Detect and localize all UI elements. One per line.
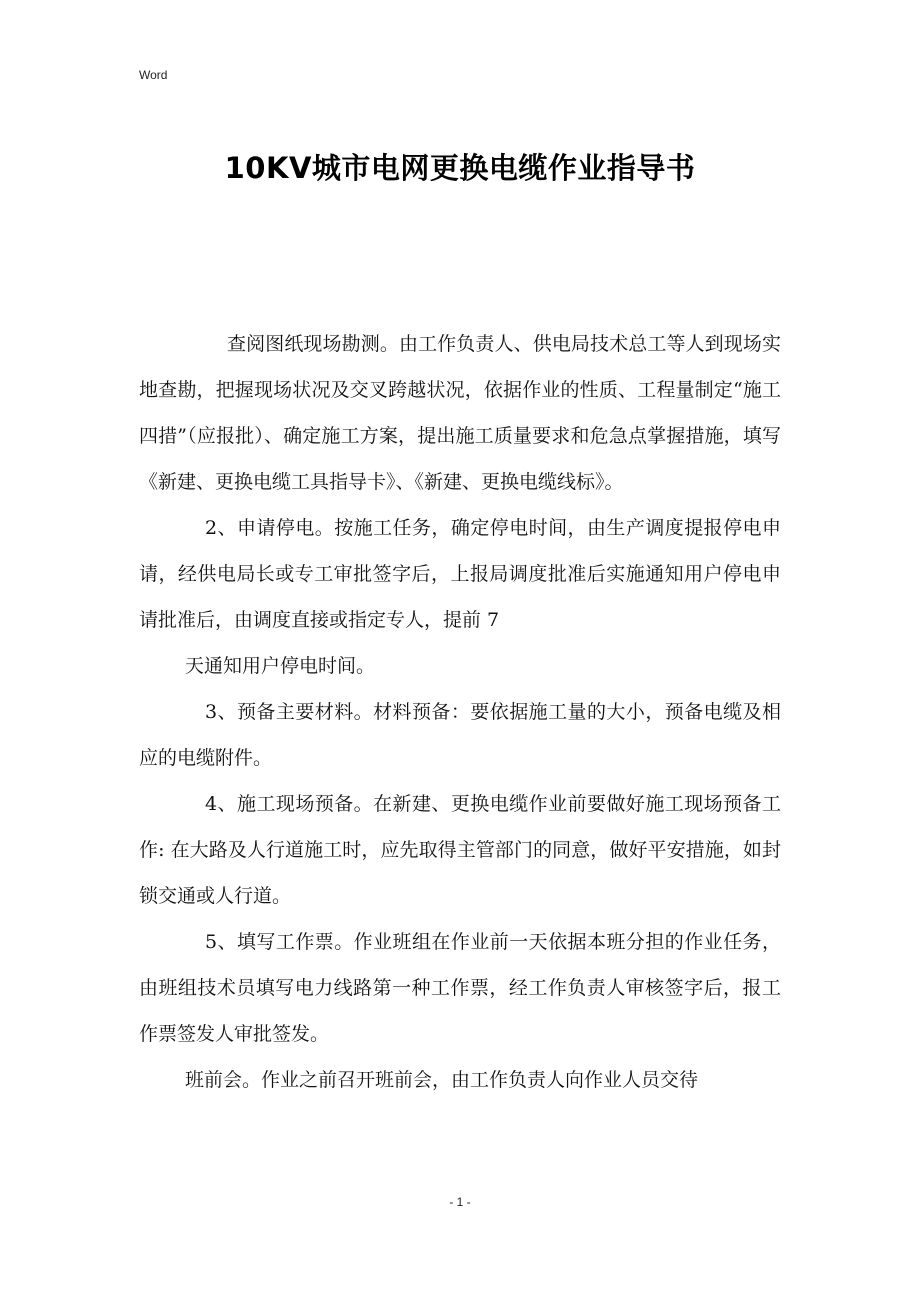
paragraph-notify-users: 天通知用户停电时间。	[185, 655, 376, 677]
paragraph-prepare-materials: 3、预备主要材料。材料预备：要依据施工量的大小，预备电缆及相应的电缆附件。	[139, 701, 781, 769]
header-label: Word	[139, 68, 168, 82]
paragraph-pre-shift-meeting: 班前会。作业之前召开班前会，由工作负责人向作业人员交待	[185, 1069, 699, 1091]
paragraph-survey: 查阅图纸现场勘测。由工作负责人、供电局技术总工等人到现场实地查勘，把握现场状况及交叉跨越状况，依据作业的性质、工程量制定“施工四措”（应报批）、确定施工方案，提出施工质量要求和危急点掌握措施，填写《新建、更换电缆工具指导卡》、《新建、更换电缆线标》。	[139, 333, 781, 493]
paragraph-work-ticket: 5、填写工作票。作业班组在作业前一天依据本班分担的作业任务，由班组技术员填写电力线路第一种工作票，经工作负责人审核签字后，报工作票签发人审批签发。	[139, 931, 781, 1045]
page-number: - 1 -	[449, 1195, 471, 1209]
paragraph-site-preparation: 4、施工现场预备。在新建、更换电缆作业前要做好施工现场预备工作: 在大路及人行道施工时，应先取得主管部门的同意，做好平安措施，如封锁交通或人行道。	[139, 793, 781, 907]
paragraph-power-outage-request: 2、申请停电。按施工任务，确定停电时间，由生产调度提报停电申请，经供电局长或专工审批签字后，上报局调度批准后实施通知用户停电申请批准后，由调度直接或指定专人，提前 7	[139, 517, 781, 631]
document-title: 10KV城市电网更换电缆作业指导书	[224, 151, 696, 185]
document-body	[139, 321, 781, 1103]
